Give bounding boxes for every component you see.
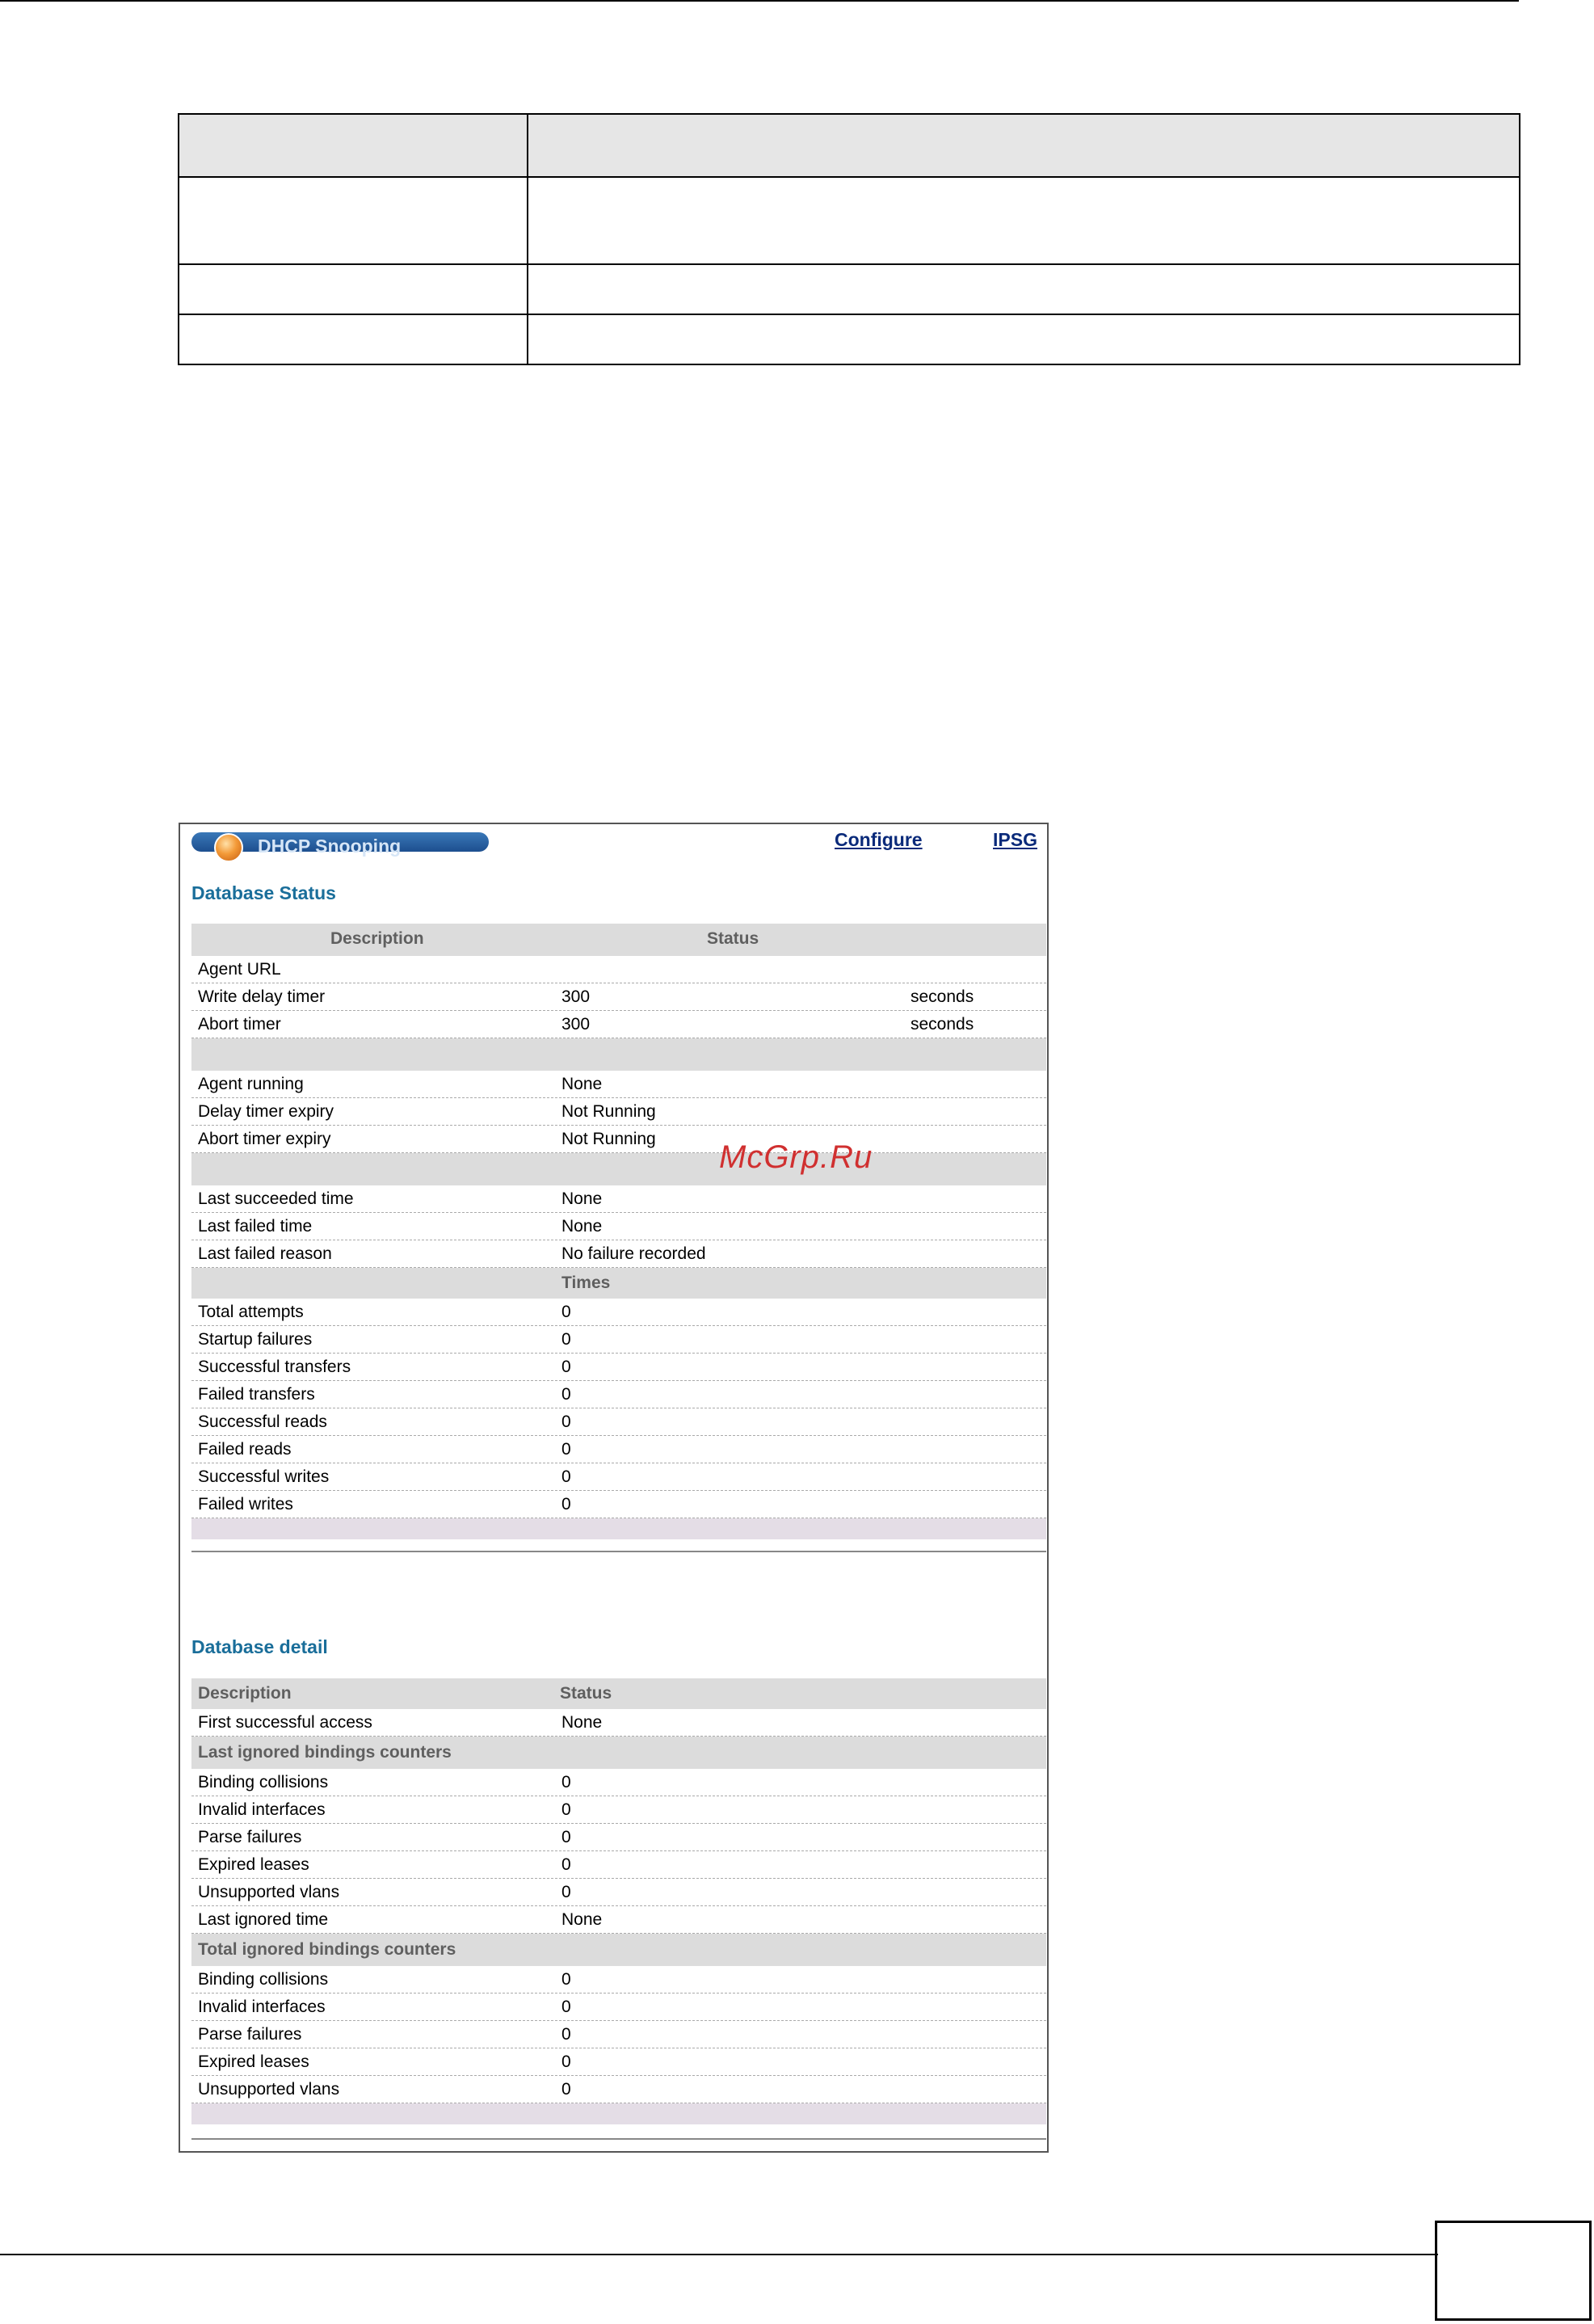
table-row (191, 2076, 1046, 2103)
doc-table-row (179, 314, 1520, 364)
row-label: First successful access (198, 1713, 372, 1732)
ipsg-link[interactable]: IPSG (993, 829, 1037, 850)
times-header-row (191, 1268, 1046, 1299)
table-footer-row (191, 1518, 1046, 1539)
row-value: 0 (561, 1330, 571, 1349)
table-row (191, 2048, 1046, 2076)
doc-table-cell (528, 314, 1520, 364)
database-detail-table (191, 1678, 1046, 2124)
last-ignored-header: Last ignored bindings counters (198, 1743, 452, 1762)
table-row (191, 1354, 1046, 1381)
doc-table-row (179, 264, 1520, 314)
row-label: Last failed reason (198, 1244, 332, 1263)
database-detail-title: Database detail (191, 1636, 328, 1657)
table-row (191, 1326, 1046, 1354)
row-value: None (561, 1075, 603, 1093)
row-value: 300 (561, 1015, 591, 1034)
table-row (191, 1709, 1046, 1737)
row-label: Successful reads (198, 1413, 327, 1431)
row-label: Delay timer expiry (198, 1102, 334, 1121)
table-row (191, 1126, 1046, 1153)
row-value: 0 (561, 2080, 571, 2099)
table-row (191, 1796, 1046, 1824)
header-description: Description (198, 1684, 292, 1703)
table-row (191, 2021, 1046, 2048)
row-value: 0 (561, 2025, 571, 2044)
doc-table-cell (179, 314, 528, 364)
row-value: 0 (561, 1413, 571, 1431)
table-row (191, 1011, 1046, 1038)
doc-table-row (179, 177, 1520, 264)
row-unit: seconds (911, 1015, 974, 1034)
database-status-title: Database Status (191, 882, 336, 903)
table-row (191, 1240, 1046, 1268)
section-divider (191, 2138, 1046, 2140)
section-divider (191, 1551, 1046, 1552)
table-row (191, 1906, 1046, 1934)
row-value: 0 (561, 1800, 571, 1819)
row-label: Abort timer (198, 1015, 281, 1034)
row-value: 0 (561, 1883, 571, 1901)
row-label: Failed writes (198, 1495, 293, 1514)
row-label: Unsupported vlans (198, 1883, 340, 1901)
row-value: 0 (561, 2052, 571, 2071)
row-value: 0 (561, 1440, 571, 1459)
orange-ball-icon (214, 833, 243, 862)
table-row (191, 983, 1046, 1011)
row-label: Agent running (198, 1075, 304, 1093)
row-value: None (561, 1217, 603, 1236)
table-row (191, 1491, 1046, 1518)
header-status: Status (560, 1684, 612, 1703)
doc-table (178, 113, 1520, 365)
doc-table-cell (528, 264, 1520, 314)
table-row (191, 1098, 1046, 1126)
spacer-row (191, 1153, 1046, 1185)
row-label: Expired leases (198, 2052, 309, 2071)
doc-table-cell (528, 114, 1520, 177)
page-number-box (1435, 2221, 1592, 2321)
row-value: 0 (561, 1467, 571, 1486)
table-footer-row (191, 2103, 1046, 2124)
footer-rule (0, 2254, 1438, 2255)
row-value: Not Running (561, 1130, 656, 1148)
top-rule (0, 0, 1519, 2)
row-label: Last succeeded time (198, 1189, 354, 1208)
row-label: Startup failures (198, 1330, 313, 1349)
row-label: Unsupported vlans (198, 2080, 340, 2099)
table-header-row (191, 1678, 1046, 1709)
row-unit: seconds (911, 987, 974, 1006)
table-row (191, 1769, 1046, 1796)
table-row (191, 1299, 1046, 1326)
row-label: Expired leases (198, 1855, 309, 1874)
row-label: Invalid interfaces (198, 1998, 326, 2016)
row-label: Parse failures (198, 2025, 302, 2044)
times-header: Times (561, 1274, 611, 1292)
database-status-table (191, 924, 1046, 1539)
row-label: Abort timer expiry (198, 1130, 331, 1148)
row-value: 0 (561, 1998, 571, 2016)
row-value: 0 (561, 1970, 571, 1989)
screen-title: DHCP Snooping (258, 836, 402, 857)
row-label: Parse failures (198, 1828, 302, 1846)
table-row (191, 1463, 1046, 1491)
doc-table-cell (528, 177, 1520, 264)
table-row (191, 1824, 1046, 1851)
table-header-row (191, 924, 1046, 956)
row-label: Last ignored time (198, 1910, 329, 1929)
table-row (191, 1071, 1046, 1098)
table-row (191, 956, 1046, 983)
table-row (191, 1966, 1046, 1994)
row-value: None (561, 1713, 603, 1732)
watermark-text: McGrp.Ru (719, 1139, 873, 1175)
table-row (191, 1381, 1046, 1408)
row-value: 300 (561, 987, 591, 1006)
row-label: Binding collisions (198, 1970, 329, 1989)
row-label: Binding collisions (198, 1773, 329, 1791)
row-label: Failed transfers (198, 1385, 315, 1404)
table-row (191, 1994, 1046, 2021)
row-label: Failed reads (198, 1440, 292, 1459)
table-row (191, 1185, 1046, 1213)
doc-table-header-row (179, 114, 1520, 177)
row-value: 0 (561, 1855, 571, 1874)
row-value: 0 (561, 1358, 571, 1376)
row-value: 0 (561, 1828, 571, 1846)
dhcp-snooping-screen (179, 823, 1049, 2153)
table-row (191, 1408, 1046, 1436)
row-label: Invalid interfaces (198, 1800, 326, 1819)
table-row (191, 1851, 1046, 1879)
row-value: 0 (561, 1385, 571, 1404)
row-label: Last failed time (198, 1217, 313, 1236)
table-row (191, 1436, 1046, 1463)
row-label: Successful writes (198, 1467, 330, 1486)
total-ignored-header: Total ignored bindings counters (198, 1940, 456, 1959)
row-value: None (561, 1910, 603, 1929)
row-label: Write delay timer (198, 987, 326, 1006)
row-value: Not Running (561, 1102, 656, 1121)
row-value: 0 (561, 1303, 571, 1321)
table-row (191, 1879, 1046, 1906)
row-label: Agent URL (198, 960, 281, 979)
spacer-row (191, 1038, 1046, 1071)
row-value: 0 (561, 1773, 571, 1791)
group-header-row (191, 1737, 1046, 1769)
row-value: None (561, 1189, 603, 1208)
row-value: 0 (561, 1495, 571, 1514)
row-label: Total attempts (198, 1303, 304, 1321)
doc-table-cell (179, 177, 528, 264)
group-header-row (191, 1934, 1046, 1966)
row-label: Successful transfers (198, 1358, 351, 1376)
doc-table-cell (179, 114, 528, 177)
header-description: Description (330, 929, 424, 948)
row-value: No failure recorded (561, 1244, 706, 1263)
doc-table-cell (179, 264, 528, 314)
screen-title-bar (191, 832, 489, 857)
header-status: Status (707, 929, 759, 948)
table-row (191, 1213, 1046, 1240)
configure-link[interactable]: Configure (835, 829, 923, 850)
